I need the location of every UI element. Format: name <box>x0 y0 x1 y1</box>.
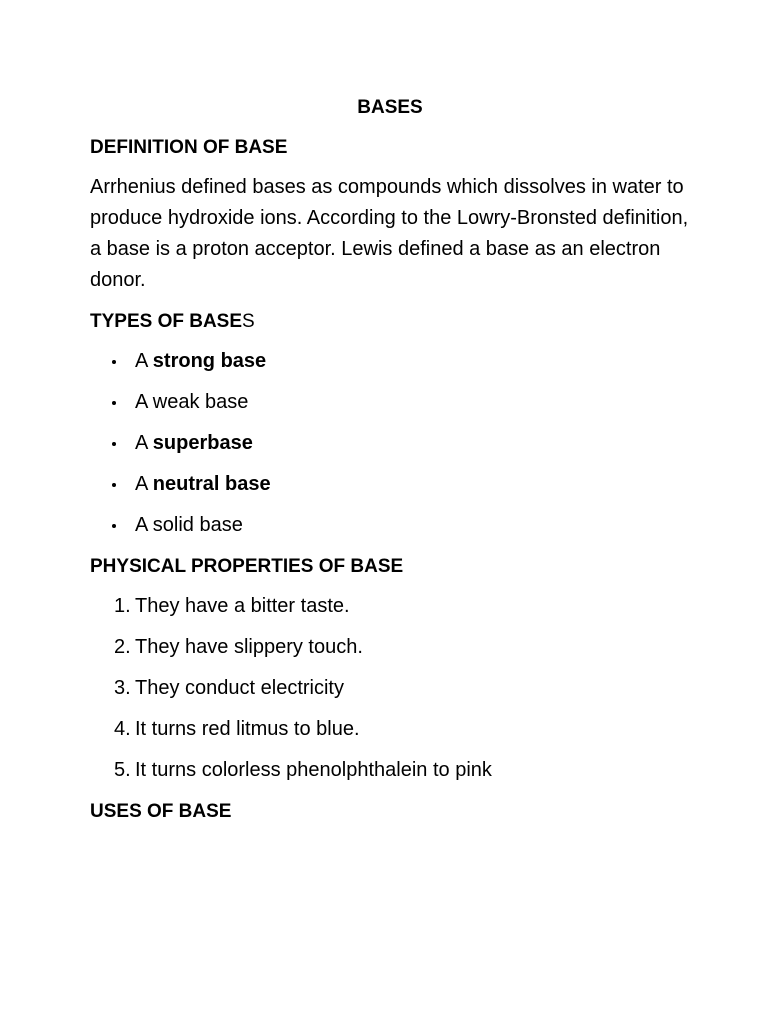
list-item-prefix: A <box>135 473 153 495</box>
list-item <box>90 755 690 786</box>
list-item-text: It turns red litmus to blue. <box>135 718 360 740</box>
types-list <box>90 346 690 541</box>
list-item <box>90 346 690 377</box>
bullet-icon <box>112 401 116 405</box>
list-item-text: They conduct electricity <box>135 677 344 699</box>
list-item-text: They have slippery touch. <box>135 636 363 658</box>
list-item <box>90 591 690 622</box>
list-item <box>90 714 690 745</box>
list-item-number: 3. <box>114 677 131 699</box>
list-item <box>90 469 690 500</box>
list-item-prefix: A <box>135 350 153 372</box>
types-heading-tail: S <box>242 311 255 332</box>
list-item-text: It turns colorless phenolphthalein to pink <box>135 759 492 781</box>
list-item <box>90 428 690 459</box>
document-title: BASES <box>357 97 423 118</box>
list-item-number: 2. <box>114 636 131 658</box>
definition-heading: DEFINITION OF BASE <box>90 137 288 158</box>
definition-paragraph: Arrhenius defined bases as compounds which dissolves in water to produce hydroxide ions. According to the Lowry-Bronsted definition, a base is a proton acceptor. Lewis defined a base as an electron donor. <box>90 176 689 291</box>
list-item-number: 5. <box>114 759 131 781</box>
list-item-bold: neutral base <box>152 473 271 495</box>
types-heading <box>90 306 690 337</box>
types-heading-bold: TYPES OF BASE <box>90 311 243 332</box>
list-item-bold: superbase <box>152 432 253 454</box>
list-item <box>90 673 690 704</box>
list-item-plain: A weak base <box>135 391 249 413</box>
list-item-bold: strong base <box>152 350 267 372</box>
list-item <box>90 510 690 541</box>
document-page <box>90 92 690 836</box>
bullet-icon <box>112 360 116 364</box>
list-item-plain: A solid base <box>135 514 243 536</box>
uses-heading: USES OF BASE <box>90 801 232 822</box>
list-item-number: 4. <box>114 718 131 740</box>
list-item <box>90 632 690 663</box>
bullet-icon <box>112 524 116 528</box>
properties-list <box>90 591 690 786</box>
list-item-prefix: A <box>135 432 153 454</box>
list-item-number: 1. <box>114 595 131 617</box>
properties-heading: PHYSICAL PROPERTIES OF BASE <box>90 556 404 577</box>
bullet-icon <box>112 483 116 487</box>
list-item-text: They have a bitter taste. <box>135 595 350 617</box>
bullet-icon <box>112 442 116 446</box>
list-item <box>90 387 690 418</box>
